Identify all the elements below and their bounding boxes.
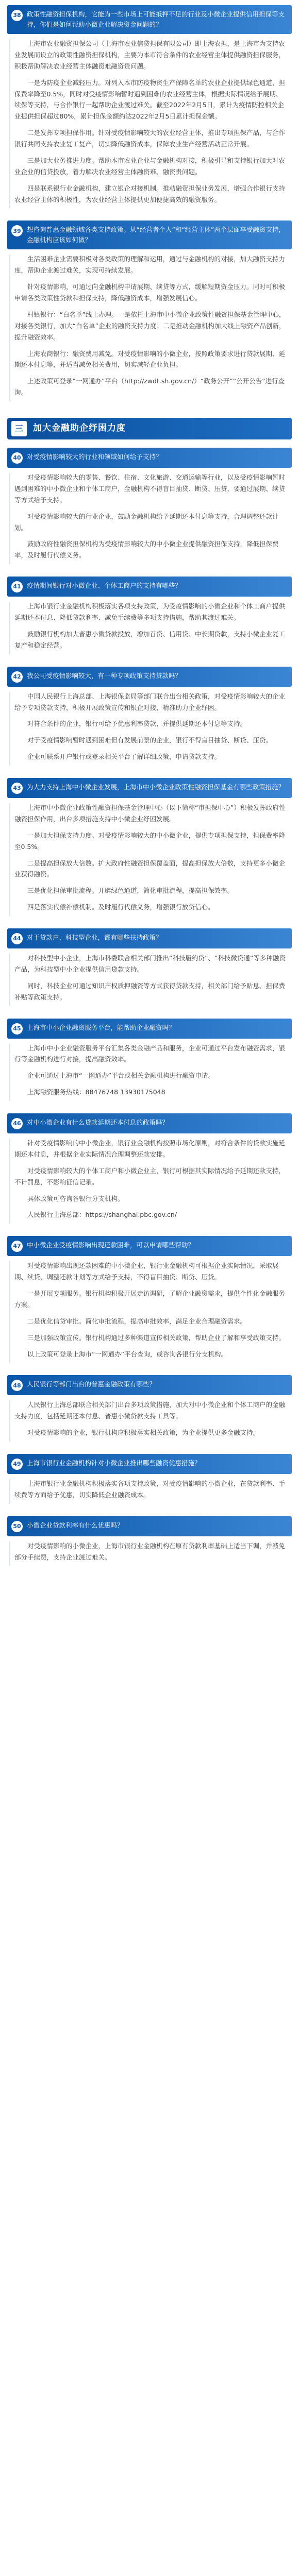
answer-paragraph: 上海市银行业金融机构积极落实各项支持政策，为受疫情影响的小微企业和个体工商户提供延期还本付息、降低贷款利率、减免手续费等多项支持措施，帮助其渡过难关。 (14, 602, 286, 621)
answer-body (7, 1039, 292, 1107)
question-number: 49 (11, 1459, 23, 1470)
question-text: 疫情期间银行对小微企业、个体工商户的支持有哪些？ (27, 582, 182, 590)
answer-paragraph: 企业可联系开户银行或登录相关平台了解详细政策，申请贷款支持。 (27, 753, 221, 761)
question-bar (7, 1236, 292, 1256)
question-text: 对中小微企业有什么贷款延期还本付息的政策吗？ (27, 1118, 169, 1126)
question-bar (7, 221, 292, 249)
question-number: 47 (11, 1241, 23, 1252)
answer-paragraph: 企业可通过上海市“一网通办”平台或相关金融机构进行融资申请。 (27, 1072, 214, 1080)
answer-paragraph: 人民银行上海总部：https://shanghai.pbc.gov.cn/ (27, 1211, 177, 1219)
question-bar (7, 778, 292, 798)
answer-paragraph: 一是为防疫企业减轻压力。对列入本市防疫物资生产保障名单的农业企业提供绿色通道，担保费率降至0.5%，同时对受疫情影响暂时遇到困难的农业经营主体，根据实际情况给予展期、续保等支持，与合作银行一起帮助企业渡过难关。截至2022年2月5日，累计为疫情防控相关企业提供担保超过80%，累计担保金额约达2022年2月5日累计担保金额。 (14, 78, 286, 121)
answer-paragraph: 对受疫情影响的小微企业，上海市银行业金融机构在原有贷款利率基础上适当下调，并减免部分手续费，支持企业渡过难关。 (14, 1541, 286, 1561)
question-number: 42 (11, 671, 23, 683)
section-title: 加大金融助企纾困力度 (33, 423, 126, 434)
question-number: 46 (11, 1118, 23, 1129)
answer-paragraph: 三是加大业务推进力度。帮助本市农业企业与金融机构对接，积极引导和支持银行加大对农业企业的信贷投放，着力解决农业经营主体融资难、融资贵问题。 (14, 156, 286, 176)
qa-list (0, 443, 299, 1573)
question-bar (7, 5, 292, 34)
answer-paragraph: 对于受疫情影响暂时遇到困难但有发展前景的企业，银行不得盲目抽贷、断贷、压贷。 (27, 736, 273, 744)
question-number: 45 (11, 1023, 23, 1035)
question-bar (7, 448, 292, 468)
answer-paragraph: 针对受疫情影响的中小微企业，银行业金融机构按照市场化原则，对符合条件的贷款实施延期还本付息，并根据企业实际情况合理调整还款安排。 (14, 1139, 286, 1158)
answer-body (7, 468, 292, 569)
qa-item (0, 0, 299, 215)
section-number: 三 (11, 421, 27, 436)
qa-item (0, 1108, 299, 1231)
answer-body (7, 1536, 292, 1571)
answer-paragraph: 对受疫情影响较大的行业企业，鼓励金融机构给予延期还本付息等支持，合理调整还款计划。 (14, 512, 279, 532)
answer-paragraph: 鼓励政府性融资担保机构为受疫情影响较大的中小微企业提供融资担保支持，降低担保费率，及时履行代偿义务。 (14, 540, 279, 560)
question-bar (7, 1454, 292, 1474)
answer-paragraph: 以上政策可登录上海市“一网通办”平台查询，或咨询各银行分支机构。 (27, 1350, 227, 1358)
answer-paragraph: 对受疫情影响较大的个体工商户和小微企业主，银行可根据其实际情况给予延期还款支持，不计罚息，不影响征信记录。 (14, 1166, 286, 1186)
answer-paragraph: 对符合条件的企业，银行可给予优惠利率贷款，并提供延期还本付息等支持。 (27, 720, 247, 728)
answer-paragraph: 二是优化信贷审批。简化审批流程，提高审批效率，满足企业合理融资需求。 (27, 1317, 247, 1325)
answer-body (7, 798, 292, 921)
answer-paragraph: 上海市银行业金融机构积极落实各项支持政策，对受疫情影响的小微企业，在贷款利率、手续费等方面给予优惠，切实降低企业融资成本。 (14, 1480, 286, 1499)
answer-body (7, 1256, 292, 1368)
answer-paragraph: 上海市农业融资担保公司（上海市农业信贷担保有限公司）即上海农担，是上海市为支持农业发展而设立的政策性融资担保机构，主要为本市符合条件的农业经营主体提供融资担保服务，积极帮助解决农业经营主体融资难融资贵问题。 (14, 40, 286, 70)
qa-item (0, 773, 299, 923)
answer-paragraph: 对受疫情影响的企业，银行机构应积极落实相关政策，为企业提供更多金融支持。 (27, 1429, 260, 1437)
question-text: 对于贷款户、科技型企业，都有哪些扶持政策？ (27, 934, 162, 941)
qa-item (0, 1511, 299, 1573)
answer-body (7, 1474, 292, 1509)
question-bar (7, 1375, 292, 1395)
answer-paragraph: 二是发挥专项担保作用。针对受疫情影响较大的农业经营主体，推出专项担保产品，与合作银行共同支持农业复工复产，切实降低融资成本，保障农业生产经营活动正常开展。 (14, 129, 286, 148)
question-bar (7, 1516, 292, 1536)
answer-body (7, 597, 292, 659)
answer-body (7, 687, 292, 771)
question-text: 想咨询普惠金融领域各类支持政策。从“经营者个人”和“经营主体”两个层面享受融资支持，金融机构应该如何做？ (27, 226, 285, 244)
question-number: 39 (11, 225, 23, 236)
question-text: 对受疫情影响较大的行业和领域如何给予支持？ (27, 453, 162, 461)
qa-item (0, 1231, 299, 1370)
answer-paragraph: 同时，科技企业可通过知识产权质押融资等方式获得贷款支持，相关部门给予贴息、担保费补贴等政策支持。 (14, 981, 286, 1001)
answer-paragraph: 村镇银行：“白名单”线上办理。一是依托上海市中小微企业政策性融资担保基金管理中心，对接各类银行，加大“白名单”企业的融资支持力度；二是推动金融机构加大线上融资产品创新，提升融资效率。 (14, 310, 286, 341)
answer-paragraph: 具体政策可咨询各银行分支机构。 (27, 1194, 124, 1202)
question-text: 为大力支持上海中小微企业发展，上海市中小微企业政策性融资担保基金有哪些政策措施？ (27, 783, 285, 791)
answer-paragraph: 对受疫情影响较大的零售、餐饮、住宿、文化旅游、交通运输等行业，以及受疫情影响暂时遇到困难的中小微企业和个体工商户，金融机构不得盲目抽贷、断贷、压贷，要通过展期、续贷等方式给予支持。 (14, 473, 286, 504)
answer-paragraph: 一是开展专项服务。银行机构积极开展走访调研，了解企业融资需求，提供个性化金融服务方案。 (14, 1290, 286, 1309)
section-header (7, 418, 292, 439)
question-text: 政策性融资担保机构，它能为一些市场上可能抵押不足的行业及小微企业提供信用担保等支持，你们是如何帮助小微企业解决资金问题的？ (27, 10, 285, 28)
answer-body (7, 1133, 292, 1229)
question-bar (7, 667, 292, 687)
answer-body (7, 948, 292, 1011)
question-bar (7, 577, 292, 597)
answer-paragraph: 上述政策可登录“一网通办”平台（http://zwdt.sh.gov.cn/）“政务公开”“公开公告”进行查询。 (14, 377, 285, 397)
question-text: 上海市中小企业融资服务平台，能帮助企业融资吗？ (27, 1023, 175, 1031)
answer-paragraph: 上海农商银行：融资费用减免。对受疫情影响的小微企业，按照政策要求进行贷款展期、延期还本付息等，并适当减免相关费用，切实减轻企业负担。 (14, 349, 286, 369)
question-number: 38 (11, 10, 23, 21)
question-number: 50 (11, 1521, 23, 1532)
answer-paragraph: 上海市中小企业融资服务平台汇集各类金融产品和服务，企业可通过平台发布融资需求，银行等金融机构进行对接，提高融资效率。 (14, 1044, 286, 1063)
answer-paragraph: 对科技型中小企业，上海市科委联合相关部门推出“科技履约贷”、“科技微贷通”等多种融资产品，为科技型中小企业提供信用贷款支持。 (14, 954, 286, 973)
answer-paragraph: 上海融资服务热线：88476748 13930175048 (27, 1088, 165, 1096)
question-number: 43 (11, 783, 23, 794)
answer-paragraph: 四是落实代偿补偿机制。及时履行代偿义务，增强银行放贷信心。 (27, 903, 214, 911)
answer-paragraph: 四是联系银行业金融机构，建立银企对接机制。推动融资担保业务发展，增强合作银行支持农业经营主体的积极性，为农业经营主体提供更加便捷高效的融资服务。 (14, 184, 286, 204)
question-number: 40 (11, 452, 23, 464)
qa-item (0, 662, 299, 773)
answer-body (7, 249, 292, 406)
answer-paragraph: 一是加大担保支持力度。对受疫情影响较大的中小微企业，提供专项担保支持，担保费率降至0.5%。 (14, 831, 286, 851)
qa-list (0, 0, 299, 409)
answer-paragraph: 生活困难企业需要积极对各类政策的理解和运用，通过与金融机构的对接，加大融资支持力度，帮助企业渡过难关，实现可持续发展。 (14, 255, 286, 275)
answer-paragraph: 中国人民银行上海总部、上海银保监局等部门联合出台相关政策，对受疫情影响较大的企业给予专项贷款支持，积极开展政策宣传和银企对接，精准助力企业纾困。 (14, 692, 286, 711)
answer-body (7, 1395, 292, 1447)
qa-item (0, 571, 299, 662)
question-bar (7, 1113, 292, 1133)
answer-body (7, 34, 292, 213)
question-number: 48 (11, 1380, 23, 1391)
question-text: 我公司受疫情影响较大，有一种专项政策支持贷款吗？ (27, 671, 182, 680)
qa-item (0, 215, 299, 409)
qa-item (0, 443, 299, 571)
answer-paragraph: 针对疫情影响，可通过向金融机构申请展期、续贷等方式，缓解短期资金压力。同时可积极申请各类政策性贷款和担保支持，降低融资成本，增强发展信心。 (14, 283, 286, 302)
question-number: 44 (11, 933, 23, 944)
question-bar (7, 928, 292, 948)
qa-item (0, 1013, 299, 1109)
answer-paragraph: 人民银行上海总部联合相关部门出台多项政策措施，加大对中小微企业和个体工商户的金融支持力度，包括延期还本付息、普惠小微贷款支持工具等。 (14, 1401, 286, 1420)
question-bar (7, 1019, 292, 1039)
question-number: 41 (11, 581, 23, 592)
answer-paragraph: 鼓励银行机构加大普惠小微贷款投放，增加首贷、信用贷、中长期贷款，支持小微企业复工复产和稳定经营。 (14, 630, 286, 649)
qa-item (0, 1449, 299, 1511)
answer-paragraph: 三是加强政策宣传。银行机构通过多种渠道宣传相关政策，帮助企业了解和享受政策支持。 (27, 1333, 286, 1342)
qa-item (0, 923, 299, 1013)
answer-paragraph: 三是优化担保审批流程。开辟绿色通道，简化审批流程，提高担保效率。 (27, 887, 234, 895)
question-text: 中小微企业受疫情影响出现还款困难，可以申请哪些帮助？ (27, 1241, 195, 1249)
qa-item (0, 1370, 299, 1449)
answer-paragraph: 上海市中小微企业政策性融资担保基金管理中心（以下简称“市担保中心”）积极发挥政府性融资担保作用，出台多项措施支持中小微企业纾困发展。 (14, 804, 286, 823)
answer-paragraph: 二是提高担保放大倍数。扩大政府性融资担保覆盖面，提高担保放大倍数，支持更多小微企业获得融资。 (14, 859, 286, 878)
answer-paragraph: 对受疫情影响出现还款困难的中小微企业，银行业金融机构可根据企业实际情况，采取展期、续贷、调整还款计划等方式给予支持，不得盲目抽贷、断贷、压贷。 (14, 1262, 279, 1281)
question-text: 小微企业贷款利率有什么优惠吗？ (27, 1521, 124, 1529)
question-text: 人民银行等部门出台的普惠金融政策有哪些？ (27, 1380, 156, 1388)
question-text: 上海市银行业金融机构针对小微企业推出哪些融资优惠措施？ (27, 1459, 201, 1467)
